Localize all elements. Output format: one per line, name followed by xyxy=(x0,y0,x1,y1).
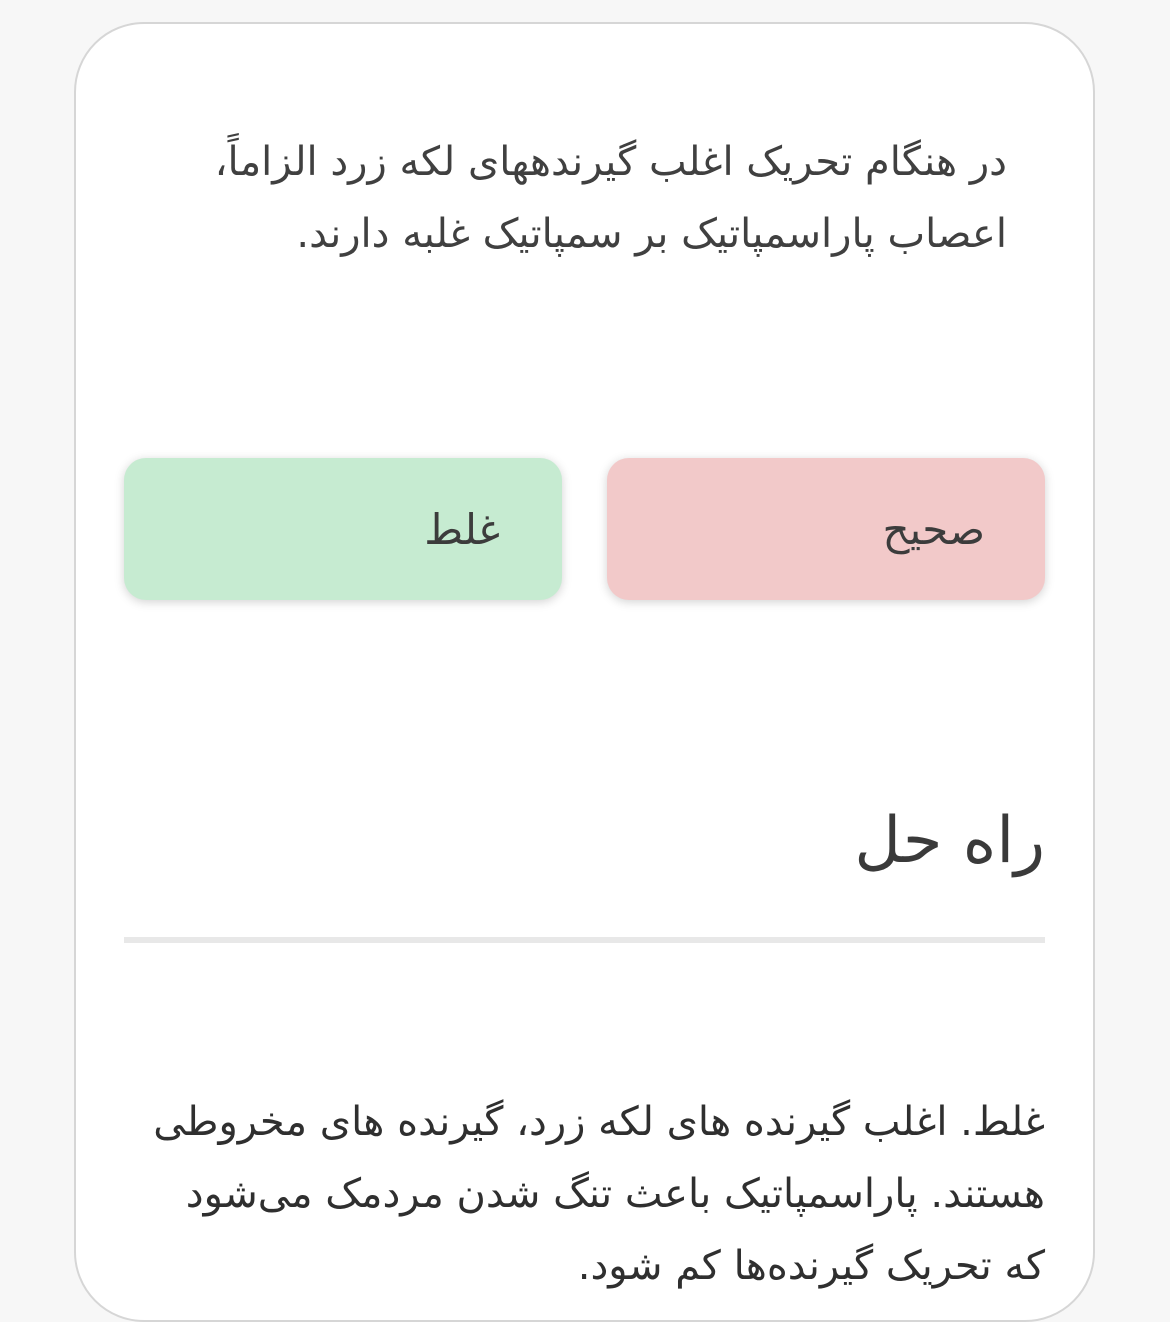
question-text: در هنگام تحریک اغلب گیرندههای لکه زرد الزاماً، اعصاب پاراسمپاتیک بر سمپاتیک غلبه دارند. xyxy=(214,139,1007,257)
answer-true-button[interactable] xyxy=(607,458,1045,600)
question-card xyxy=(74,22,1095,1322)
solution-divider xyxy=(124,937,1045,943)
solution-text: غلط. اغلب گیرنده های لکه زرد، گیرنده های مخروطی هستند. پاراسمپاتیک باعث تنگ شدن مردمک می‌شود که تحریک گیرنده‌ها کم شود. xyxy=(153,1099,1045,1289)
answer-false-button[interactable] xyxy=(124,458,562,600)
solution-title: راه حل xyxy=(854,804,1045,878)
answer-true-label: صحیح xyxy=(882,504,985,554)
answer-false-label: غلط xyxy=(424,504,500,554)
